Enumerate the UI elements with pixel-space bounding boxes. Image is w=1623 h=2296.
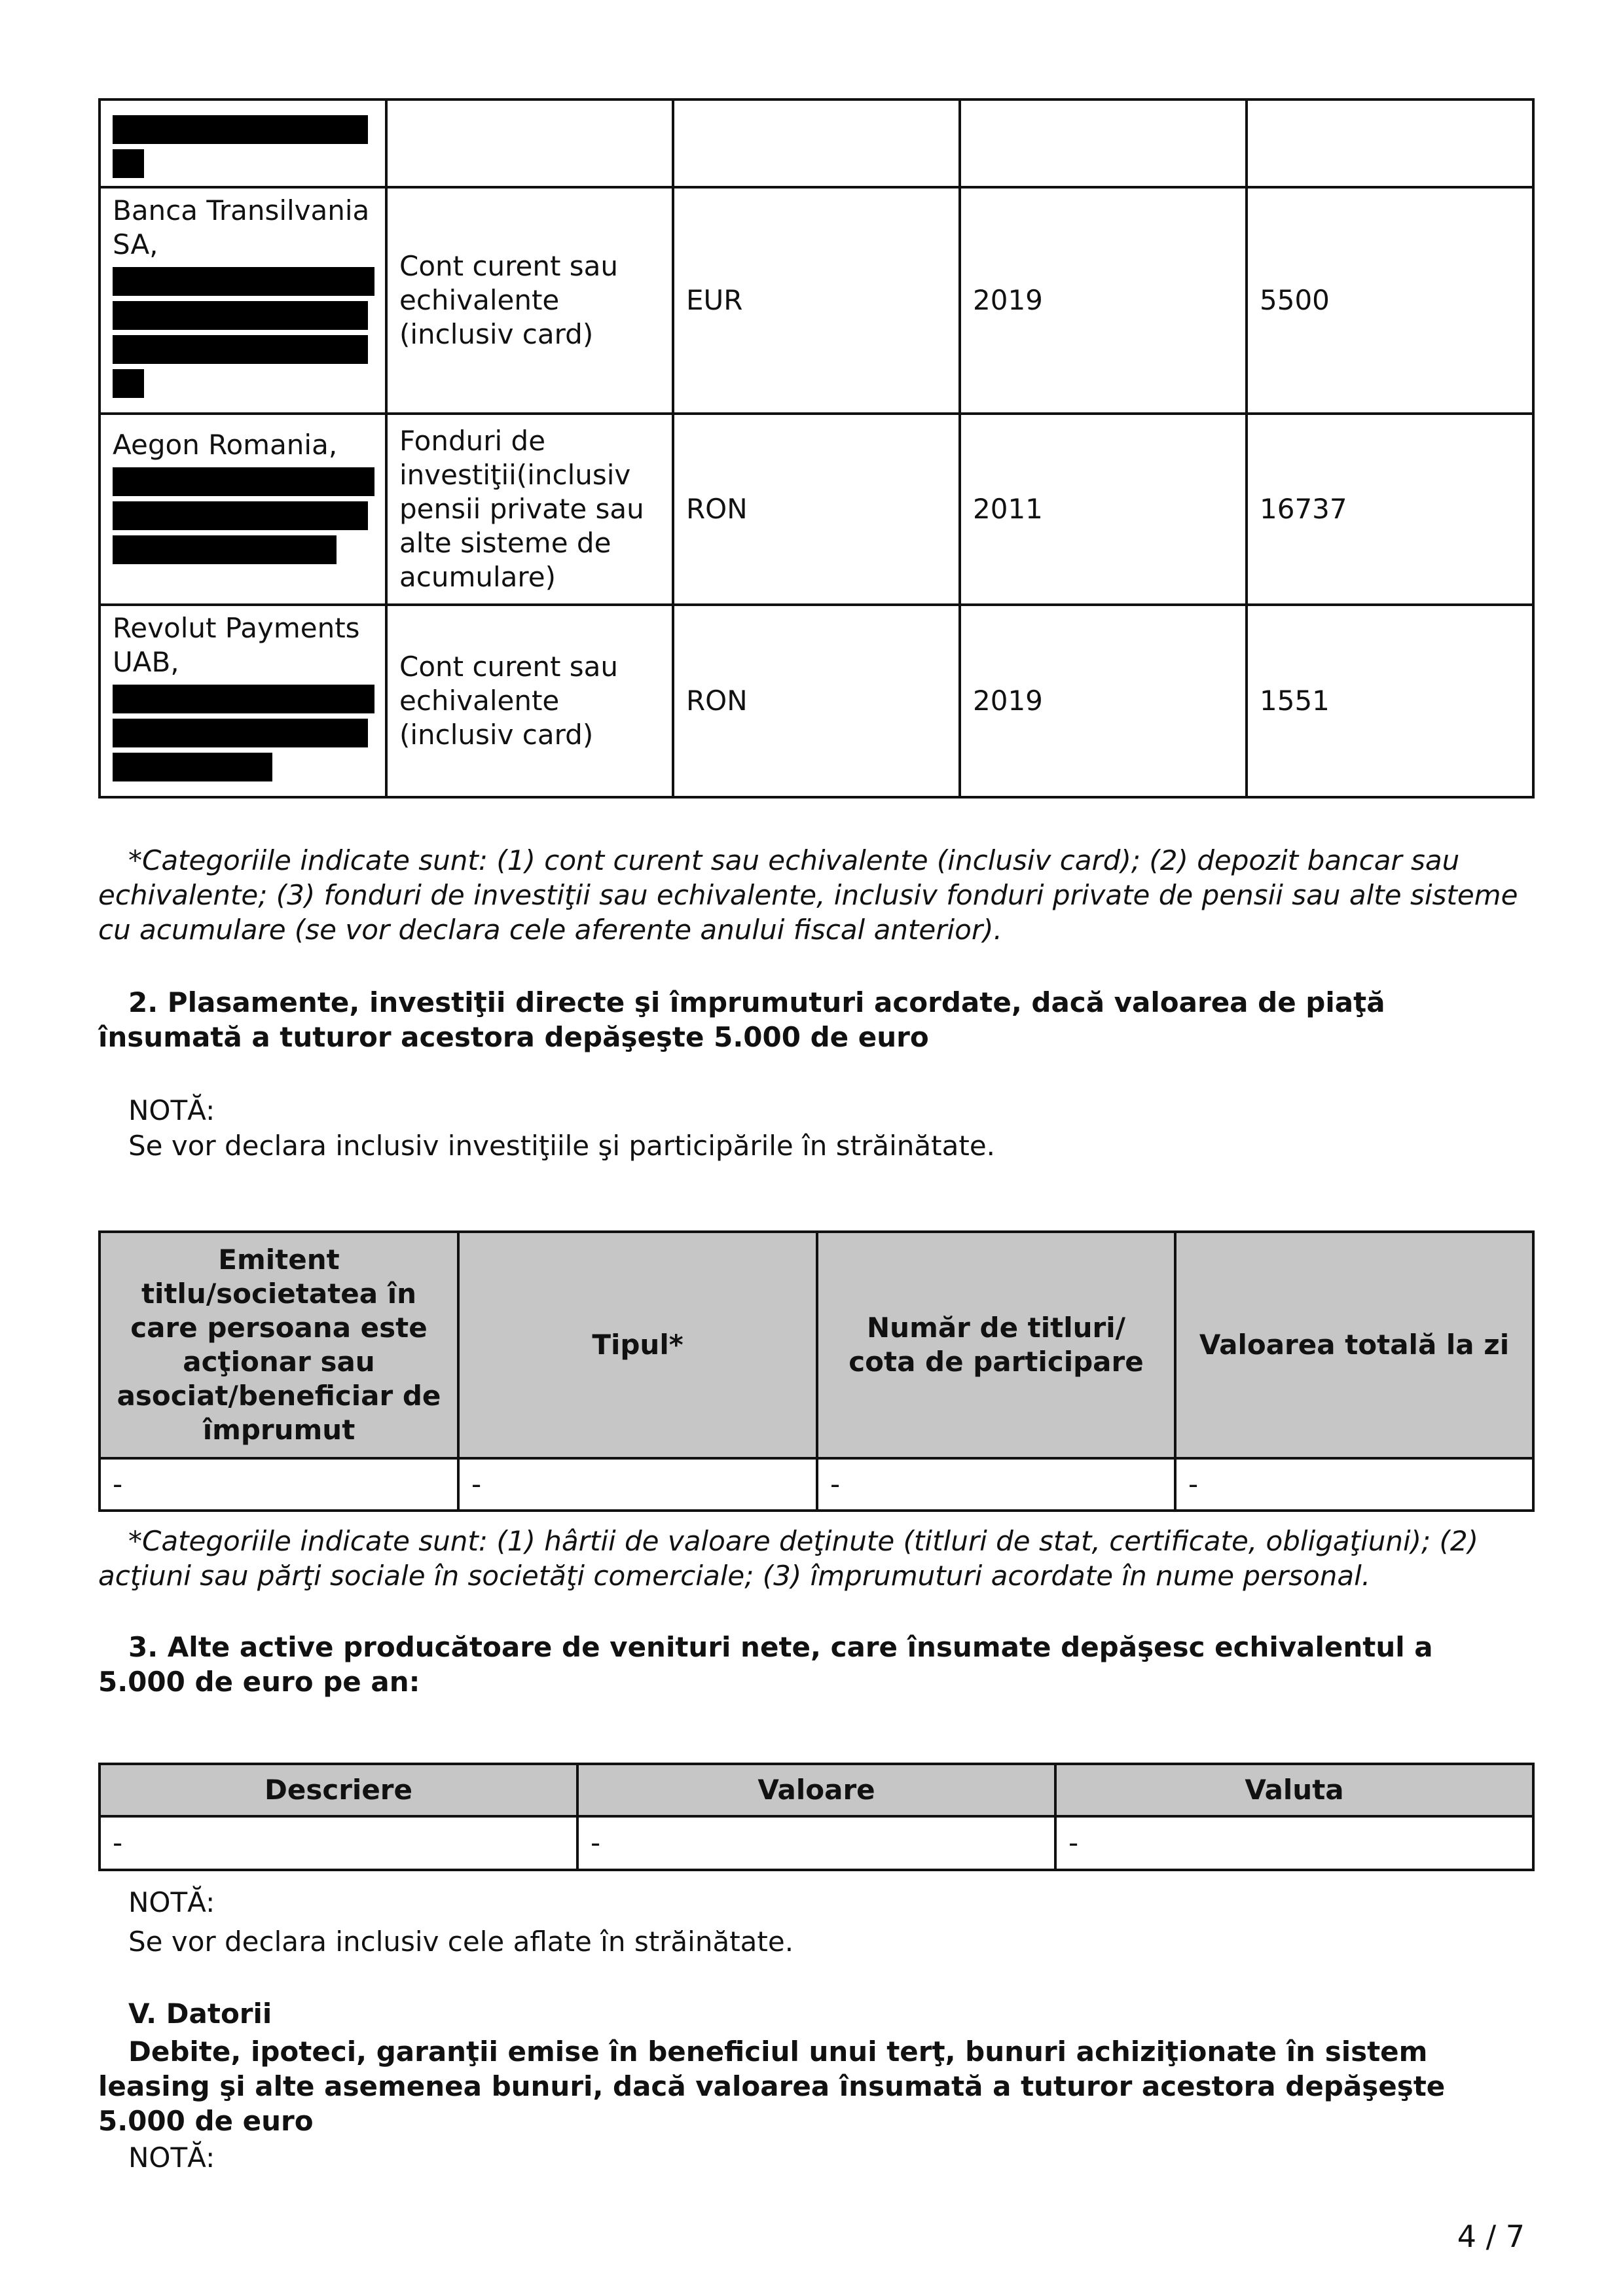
- institution-name: Banca Transilvania SA,: [113, 194, 370, 260]
- redaction-bar: [113, 501, 368, 530]
- type-cell: [386, 99, 673, 187]
- redaction-bar: [113, 301, 368, 330]
- investments-categories-note: *Categoriile indicate sunt: (1) hârtii de valoare deţinute (titluri de stat, certificate, obligaţiuni); (2) acţiuni sau părţi sociale în societăţi comerciale; (3) împrumuturi acordate în nume personal.: [98, 1525, 1479, 1592]
- year-cell: 2011: [960, 414, 1247, 605]
- type-cell: Cont curent sau echivalente (inclusiv card): [386, 605, 673, 797]
- redaction-bar: [113, 335, 368, 364]
- column-header: Număr de titluri/ cota de participare: [817, 1232, 1175, 1458]
- currency-cell: [673, 99, 960, 187]
- accounts-table: [98, 98, 1535, 798]
- table-cell: -: [1175, 1458, 1533, 1511]
- institution-cell: [100, 99, 386, 187]
- section-2-nota-text: Se vor declara inclusiv investiţiile şi participările în străinătate.: [128, 1130, 996, 1162]
- table-row: [100, 99, 1533, 187]
- redaction-bar: [113, 467, 374, 496]
- currency-cell: RON: [673, 414, 960, 605]
- table-row: [100, 414, 1533, 605]
- type-cell: Fonduri de investiţii(inclusiv pensii private sau alte sisteme de acumulare): [386, 414, 673, 605]
- redaction-bar: [113, 719, 368, 747]
- column-header: Descriere: [100, 1764, 577, 1816]
- section-5-heading: V. Datorii: [128, 1998, 272, 2030]
- year-cell: 2019: [960, 605, 1247, 797]
- table-cell: -: [577, 1816, 1055, 1870]
- other-assets-table: [98, 1763, 1535, 1871]
- table-header-row: [100, 1764, 1533, 1816]
- amount-cell: 5500: [1247, 187, 1533, 414]
- type-cell: Cont curent sau echivalente (inclusiv card): [386, 187, 673, 414]
- table-cell: -: [100, 1458, 458, 1511]
- section-3-nota-text: Se vor declara inclusiv cele aflate în străinătate.: [128, 1926, 794, 1958]
- institution-cell: [100, 187, 386, 414]
- redaction-bar: [113, 267, 374, 296]
- table-row: [100, 605, 1533, 797]
- table-row: [100, 1458, 1533, 1511]
- amount-cell: 1551: [1247, 605, 1533, 797]
- table-row: [100, 1816, 1533, 1870]
- investments-table: [98, 1230, 1535, 1512]
- redaction-bar: [113, 535, 337, 564]
- year-cell: [960, 99, 1247, 187]
- table-cell: -: [458, 1458, 817, 1511]
- redaction-bar: [113, 149, 144, 178]
- institution-cell: [100, 414, 386, 605]
- institution-cell: [100, 605, 386, 797]
- table-cell: -: [100, 1816, 577, 1870]
- institution-name: Revolut Payments UAB,: [113, 612, 360, 678]
- table-header-row: [100, 1232, 1533, 1458]
- currency-cell: RON: [673, 605, 960, 797]
- redaction-bar: [113, 115, 368, 144]
- redaction-bar: [113, 369, 144, 398]
- table-cell: -: [1055, 1816, 1533, 1870]
- redaction-bar: [113, 685, 374, 713]
- column-header: Valuta: [1055, 1764, 1533, 1816]
- accounts-categories-note: *Categoriile indicate sunt: (1) cont curent sau echivalente (inclusiv card); (2) depozit bancar sau echivalente; (3) fonduri de investiţii sau echivalente, inclusiv fonduri private de pensii sau alte sisteme cu acumulare (se vor declara cele aferente anului fiscal anterior).: [98, 844, 1518, 946]
- amount-cell: 16737: [1247, 414, 1533, 605]
- column-header: Tipul*: [458, 1232, 817, 1458]
- table-row: [100, 187, 1533, 414]
- column-header: Valoarea totală la zi: [1175, 1232, 1533, 1458]
- section-2-nota-label: NOTĂ:: [128, 1094, 215, 1126]
- section-3-heading: 3. Alte active producătoare de venituri nete, care însumate depăşesc echivalentul a 5.000 de euro pe an:: [98, 1631, 1433, 1698]
- amount-cell: [1247, 99, 1533, 187]
- section-3-nota-label: NOTĂ:: [128, 1886, 215, 1918]
- column-header: Emitent titlu/societatea în care persoana este acţionar sau asociat/beneficiar de împrumut: [100, 1232, 458, 1458]
- table-cell: -: [817, 1458, 1175, 1511]
- column-header: Valoare: [577, 1764, 1055, 1816]
- section-5-subheading: Debite, ipoteci, garanţii emise în beneficiul unui terţ, bunuri achiziţionate în sistem leasing şi alte asemenea bunuri, dacă valoarea însumată a tuturor acestora depăşeşte 5.000 de euro: [98, 2036, 1446, 2137]
- redaction-bar: [113, 753, 272, 781]
- section-2-heading: 2. Plasamente, investiţii directe şi împrumuturi acordate, dacă valoarea de piaţă însumată a tuturor acestora depăşeşte 5.000 de euro: [98, 986, 1385, 1053]
- section-5-nota-label: NOTĂ:: [128, 2142, 215, 2174]
- currency-cell: EUR: [673, 187, 960, 414]
- page-number: 4 / 7: [1457, 2219, 1525, 2254]
- institution-name: Aegon Romania,: [113, 429, 338, 461]
- year-cell: 2019: [960, 187, 1247, 414]
